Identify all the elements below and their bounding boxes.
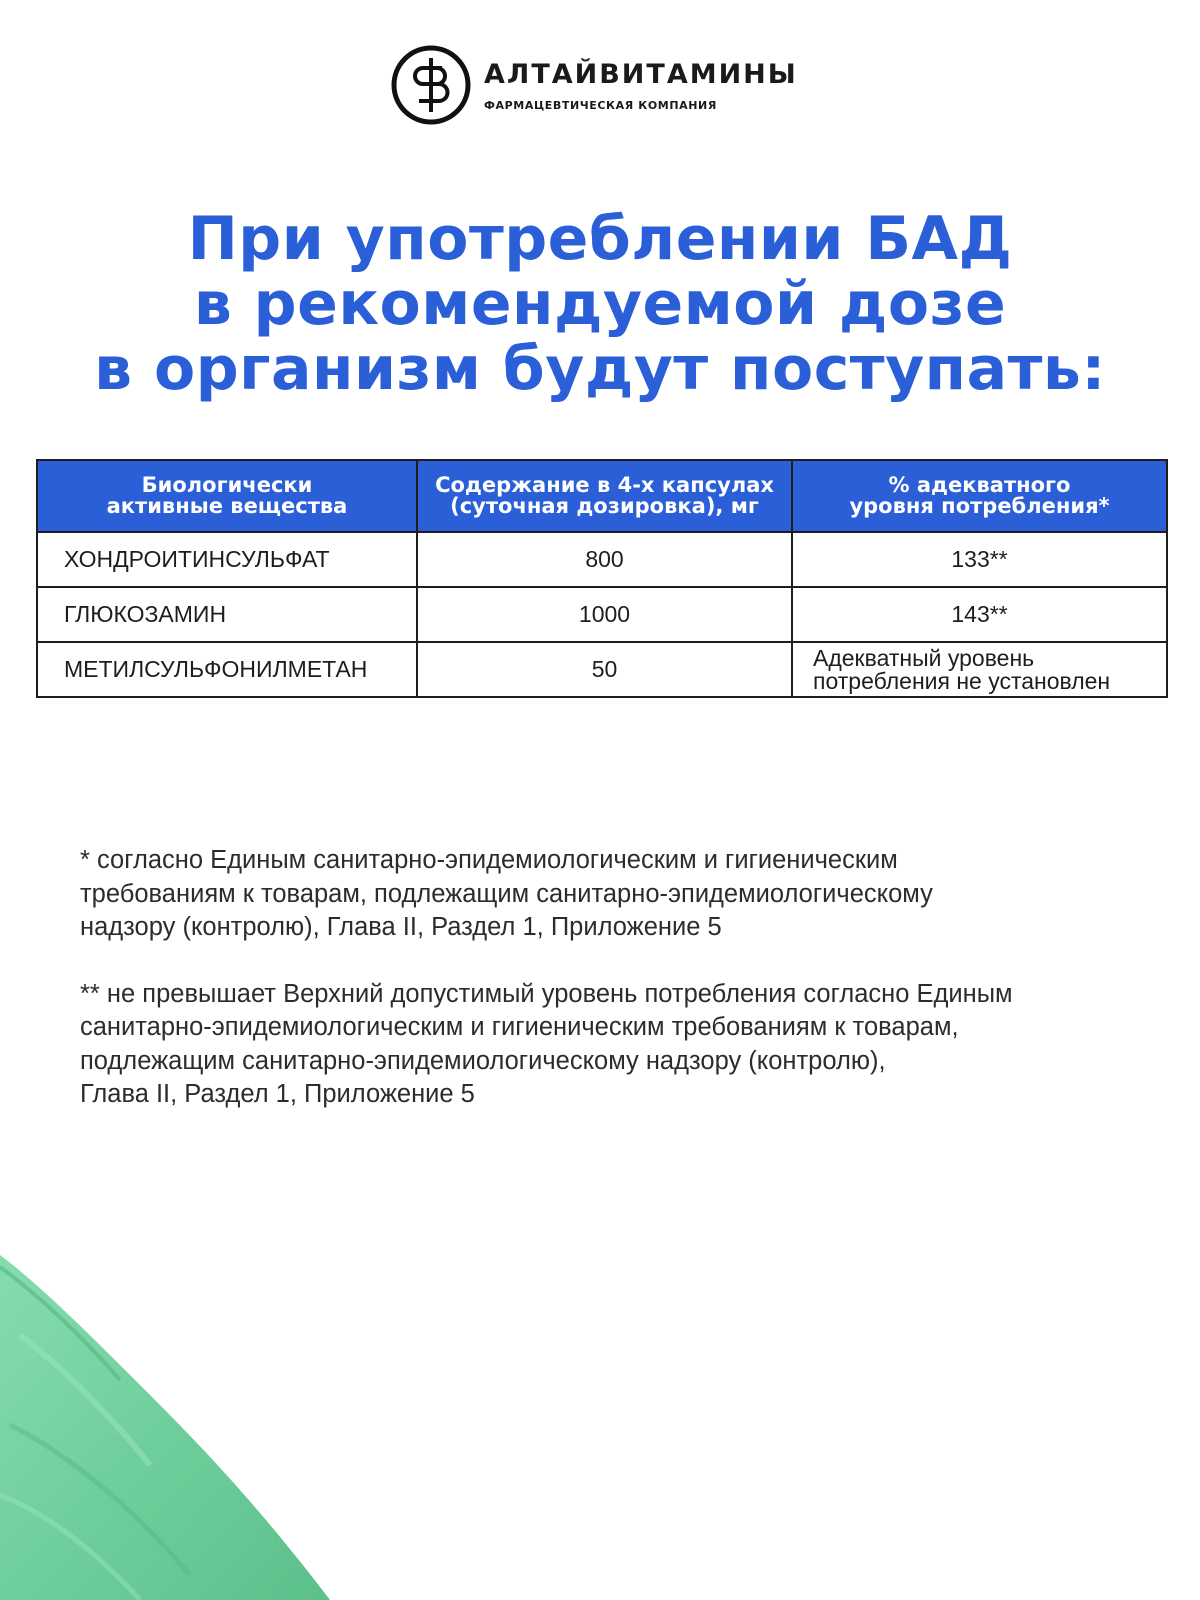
header-line: (суточная дозировка), мг xyxy=(450,494,759,518)
substance-percent-note xyxy=(792,642,1167,697)
brand-monogram-icon xyxy=(390,44,472,126)
header-amount xyxy=(417,460,792,532)
footnote-line: санитарно-эпидемиологическим и гигиеническим требованиям к товарам, xyxy=(80,1013,959,1041)
page-title xyxy=(0,204,1200,404)
header-percent xyxy=(792,460,1167,532)
brand-subtitle: ФАРМАЦЕВТИЧЕСКАЯ КОМПАНИЯ xyxy=(484,98,717,112)
substance-amount: 50 xyxy=(417,642,792,697)
substance-name: ГЛЮКОЗАМИН xyxy=(37,587,417,642)
brand-text xyxy=(484,59,798,112)
header-line: Содержание в 4-х капсулах xyxy=(435,473,774,497)
substance-amount: 800 xyxy=(417,532,792,587)
footnote-line: требованиям к товарам, подлежащим санитарно-эпидемиологическому xyxy=(80,879,933,908)
brand-name: АЛТАЙВИТАМИНЫ xyxy=(484,58,798,90)
substance-percent: 143** xyxy=(792,587,1167,642)
header-line: уровня потребления* xyxy=(849,494,1110,518)
header-substances xyxy=(37,460,417,532)
table-row xyxy=(37,642,1167,697)
brand-logo xyxy=(390,44,798,126)
title-line: в рекомендуемой дозе xyxy=(193,269,1007,339)
note-line: потребления не установлен xyxy=(813,667,1111,694)
footnote-line: ** не превышает Верхний допустимый уровень потребления согласно Единым xyxy=(80,979,1013,1008)
header-line: % адекватного xyxy=(888,473,1071,497)
footnote-line: Глава II, Раздел 1, Приложение 5 xyxy=(80,1080,475,1108)
footnote-line: надзору (контролю), Глава II, Раздел 1, Приложение 5 xyxy=(80,913,722,941)
footnote-line: * согласно Единым санитарно-эпидемиологическим и гигиеническим xyxy=(80,846,898,874)
table-header-row xyxy=(37,460,1167,532)
title-line: При употреблении БАД xyxy=(187,204,1013,274)
header-line: активные вещества xyxy=(106,494,348,518)
substance-amount: 1000 xyxy=(417,587,792,642)
table-row xyxy=(37,587,1167,642)
nutrients-table xyxy=(36,459,1168,698)
note-line: Адекватный уровень xyxy=(813,644,1035,671)
footnote-line: подлежащим санитарно-эпидемиологическому надзору (контролю), xyxy=(80,1046,886,1075)
substance-name: МЕТИЛСУЛЬФОНИЛМЕТАН xyxy=(37,642,417,697)
substance-name: ХОНДРОИТИНСУЛЬФАТ xyxy=(37,532,417,587)
footnote-double-asterisk xyxy=(80,978,1160,1112)
table-row xyxy=(37,532,1167,587)
header-line: Биологически xyxy=(141,473,313,497)
green-decoration xyxy=(0,1255,360,1600)
substance-percent: 133** xyxy=(792,532,1167,587)
title-line: в организм будут поступать: xyxy=(94,334,1106,404)
footnotes xyxy=(80,844,1160,1145)
footnote-single-asterisk xyxy=(80,844,1160,945)
